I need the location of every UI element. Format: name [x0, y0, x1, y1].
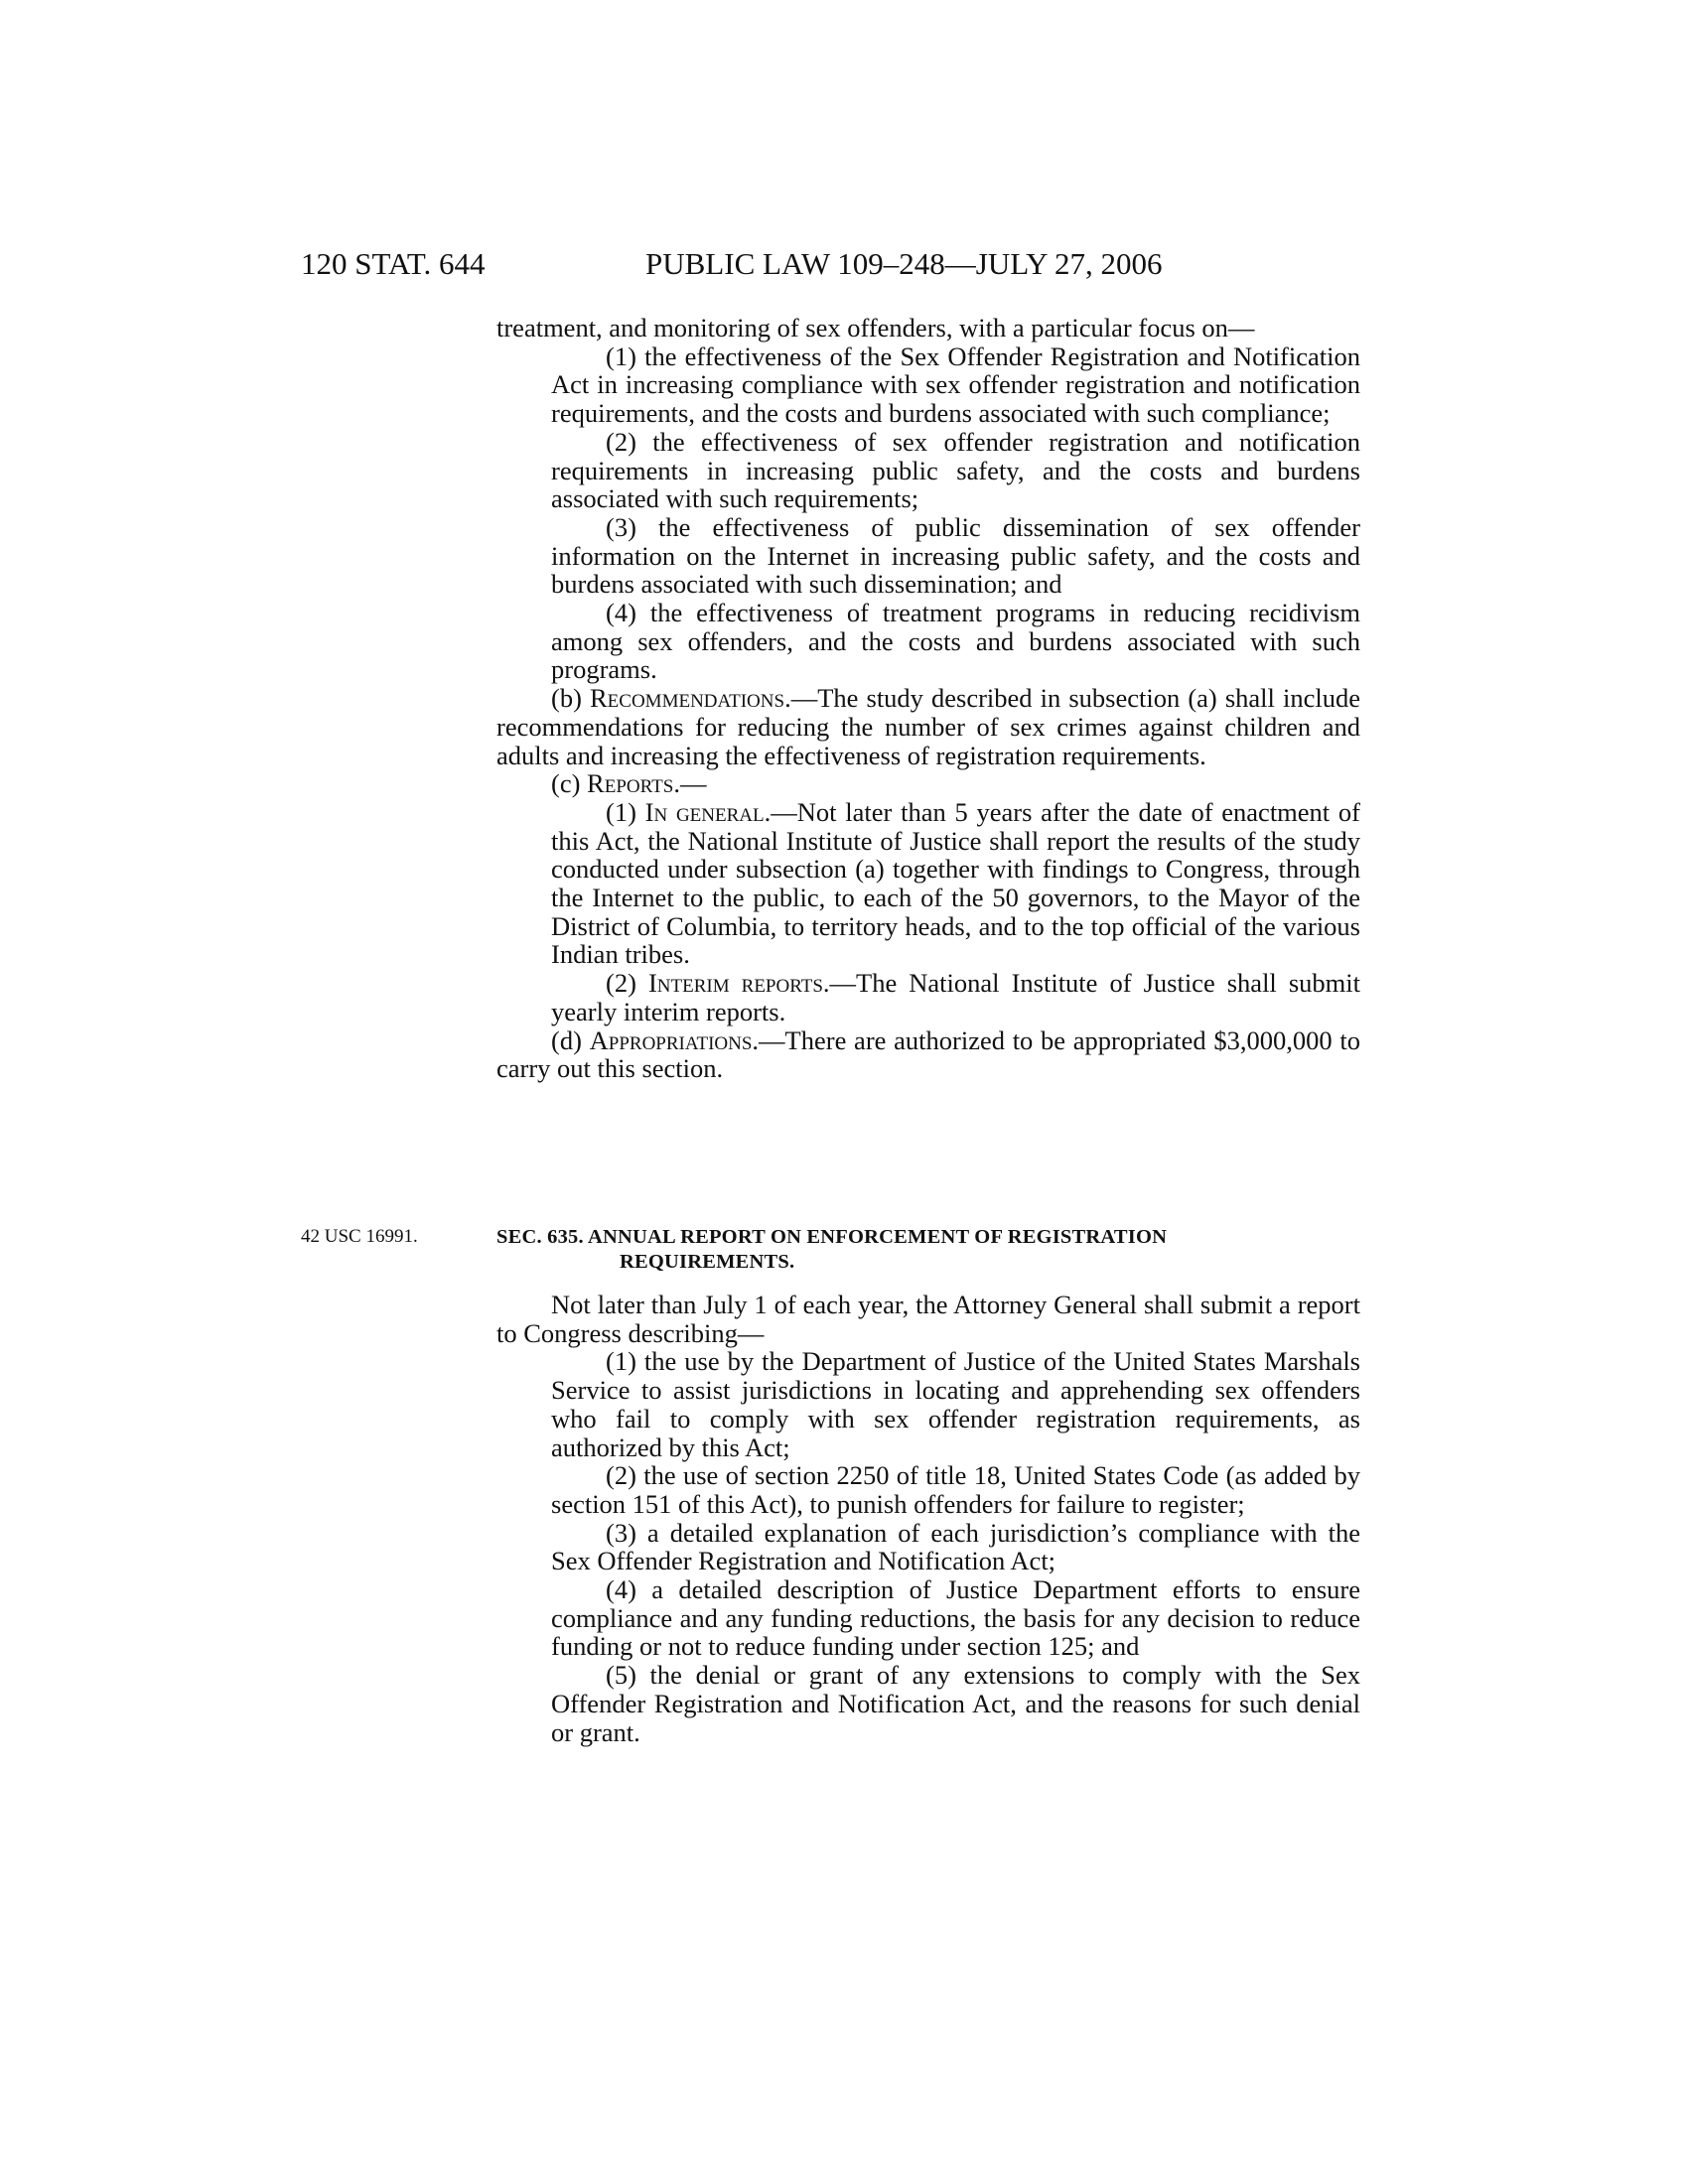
study-item-1: (1) the effectiveness of the Sex Offender Registration and Notification Act in increasing compliance with sex offender registration and notification requirements, and the costs and burdens associated with such compliance;	[551, 341, 1360, 429]
subsection-b-label: (b)	[551, 683, 590, 714]
section-635-item-5: (5) the denial or grant of any extensions to comply with the Sex Offender Registration and Notification Act, and the reasons for such denial or grant.	[551, 1660, 1360, 1747]
paragraph-c2-label: (2)	[606, 968, 648, 999]
subsection-c-label: (c)	[551, 768, 588, 799]
subsection-c-reports	[496, 769, 1360, 798]
subsection-b-text: —The study described in subsection (a) shall include recommendations for reducing the number of sex crimes against children and adults and increasing the effectiveness of registration requirements.	[496, 683, 1360, 770]
paragraph-c2-caption: Interim reports.	[647, 968, 830, 999]
section-635-item-3: (3) a detailed explanation of each jurisdiction’s compliance with the Sex Offender Registration and Notification Act;	[551, 1517, 1360, 1576]
study-item-3: (3) the effectiveness of public dissemination of sex offender information on the Internet in increasing public safety, and the costs and burdens associated with such dissemination; and	[551, 511, 1360, 600]
subsection-d-caption: Appropriations.	[589, 1024, 760, 1055]
subsection-d-label: (d)	[551, 1024, 590, 1055]
section-635-item-1: (1) the use by the Department of Justice of the United States Marshals Service to assist jurisdictions in locating and apprehending sex offenders who fail to comply with sex offender registration requirements, as authorized by this Act;	[551, 1346, 1360, 1462]
paragraph-c1-label: (1)	[606, 796, 645, 827]
section-635-heading	[496, 1225, 1360, 1275]
subsection-c-dash: —	[679, 768, 707, 799]
usc-margin-note: 42 USC 16991.	[301, 1226, 418, 1247]
study-section-body	[496, 314, 1360, 1083]
subsection-d-text: —There are authorized to be appropriated $3,000,000 to carry out this section.	[496, 1024, 1360, 1084]
study-lead-text: treatment, and monitoring of sex offenders, with a particular focus on—	[496, 313, 1255, 342]
page-stat-citation: 120 STAT. 644	[301, 246, 486, 281]
section-635-heading-line2: REQUIREMENTS.	[620, 1251, 795, 1273]
section-635-item-4: (4) a detailed description of Justice Department efforts to ensure compliance and any funding reductions, the basis for any decision to reduce funding or not to reduce funding under section 125; and	[551, 1574, 1360, 1662]
section-635-intro: Not later than July 1 of each year, the Attorney General shall submit a report to Congress describing—	[496, 1290, 1360, 1348]
section-635-item-2: (2) the use of section 2250 of title 18, United States Code (as added by section 151 of this Act), to punish offenders for failure to register;	[551, 1460, 1360, 1519]
study-item-4: (4) the effectiveness of treatment programs in reducing recidivism among sex offenders, and the costs and burdens associated with such programs.	[551, 598, 1360, 685]
paragraph-c2-interim-reports	[496, 969, 1360, 1025]
paragraph-c1-caption: In general.	[644, 796, 772, 827]
paragraph-c1-in-general	[496, 798, 1360, 969]
subsection-b-recommendations	[496, 684, 1360, 769]
paragraph-c1-text: —Not later than 5 years after the date of enactment of this Act, the National Institute of Justice shall report the results of the study conducted under subsection (a) together with findings to Congress, through the Internet to the public, to each of the 50 governors, to the Mayor of the District of Columbia, to territory heads, and to the top official of the various Indian tribes.	[551, 796, 1360, 970]
section-635-body	[496, 1291, 1360, 1746]
page-running-title: PUBLIC LAW 109–248—JULY 27, 2006	[645, 246, 1163, 281]
subsection-c-caption: Reports.	[587, 768, 680, 799]
study-item-2: (2) the effectiveness of sex offender registration and notification requirements in increasing public safety, and the costs and burdens associated with such requirements;	[551, 426, 1360, 514]
subsection-b-caption: Recommendations.	[590, 683, 791, 714]
section-635-heading-line1: SEC. 635. ANNUAL REPORT ON ENFORCEMENT OF REGISTRATION	[496, 1226, 1168, 1248]
subsection-d-appropriations	[496, 1026, 1360, 1083]
paragraph-c2-text: —The National Institute of Justice shall submit yearly interim reports.	[551, 968, 1360, 1026]
